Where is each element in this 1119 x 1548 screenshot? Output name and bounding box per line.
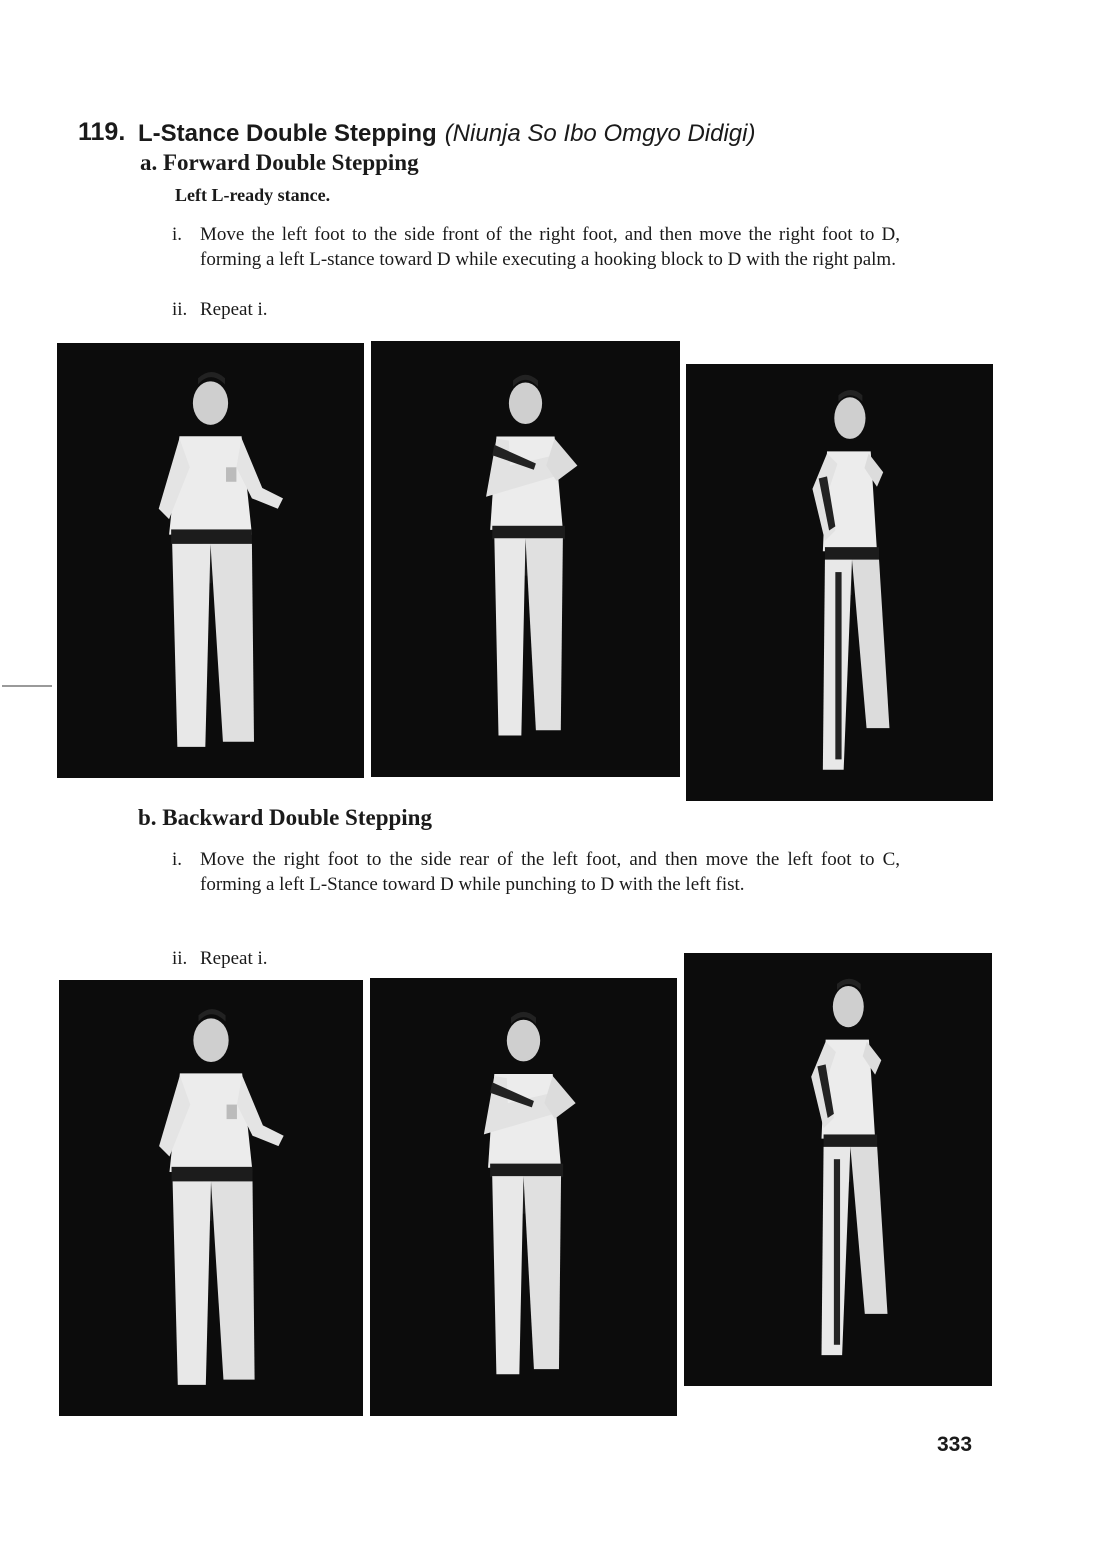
photo-forward-step [371,341,680,777]
step-marker: ii. [172,299,188,320]
step-backward-2 [172,946,472,971]
subsection-title-backward: b. Backward Double Stepping [138,805,432,830]
step-text: Repeat i. [200,299,268,320]
section-number: 119. [78,118,126,146]
photo-forward-lstance [686,364,993,801]
step-marker: ii. [172,948,188,969]
step-text: Repeat i. [200,948,268,969]
photo-forward-ready [57,343,364,778]
starting-stance: Left L-ready stance. [175,185,331,205]
step-text: Move the right foot to the side rear of the left foot, and then move the left foot to C, forming a left L-Stance toward D while punching to D with the left fist. [200,849,900,895]
photo-backward-step [370,978,677,1416]
step-backward-1 [172,847,900,897]
scan-artifact [2,685,52,687]
step-marker: i. [172,224,183,245]
section-heading [138,120,755,148]
step-marker: i. [172,849,183,870]
photo-backward-ready [59,980,363,1416]
step-forward-2 [172,297,472,322]
step-text: Move the left foot to the side front of the right foot, and then move the right foot to D, forming a left L-stance toward D while executing a hooking block to D with the right palm. [200,224,900,270]
heading-title: L-Stance Double Stepping [138,120,437,147]
heading-korean-title: (Niunja So Ibo Omgyo Didigi) [444,120,756,147]
page-number: 333 [937,1433,973,1456]
subsection-title-forward: a. Forward Double Stepping [140,150,419,175]
photo-backward-punch [684,953,992,1386]
step-forward-1 [172,222,900,272]
